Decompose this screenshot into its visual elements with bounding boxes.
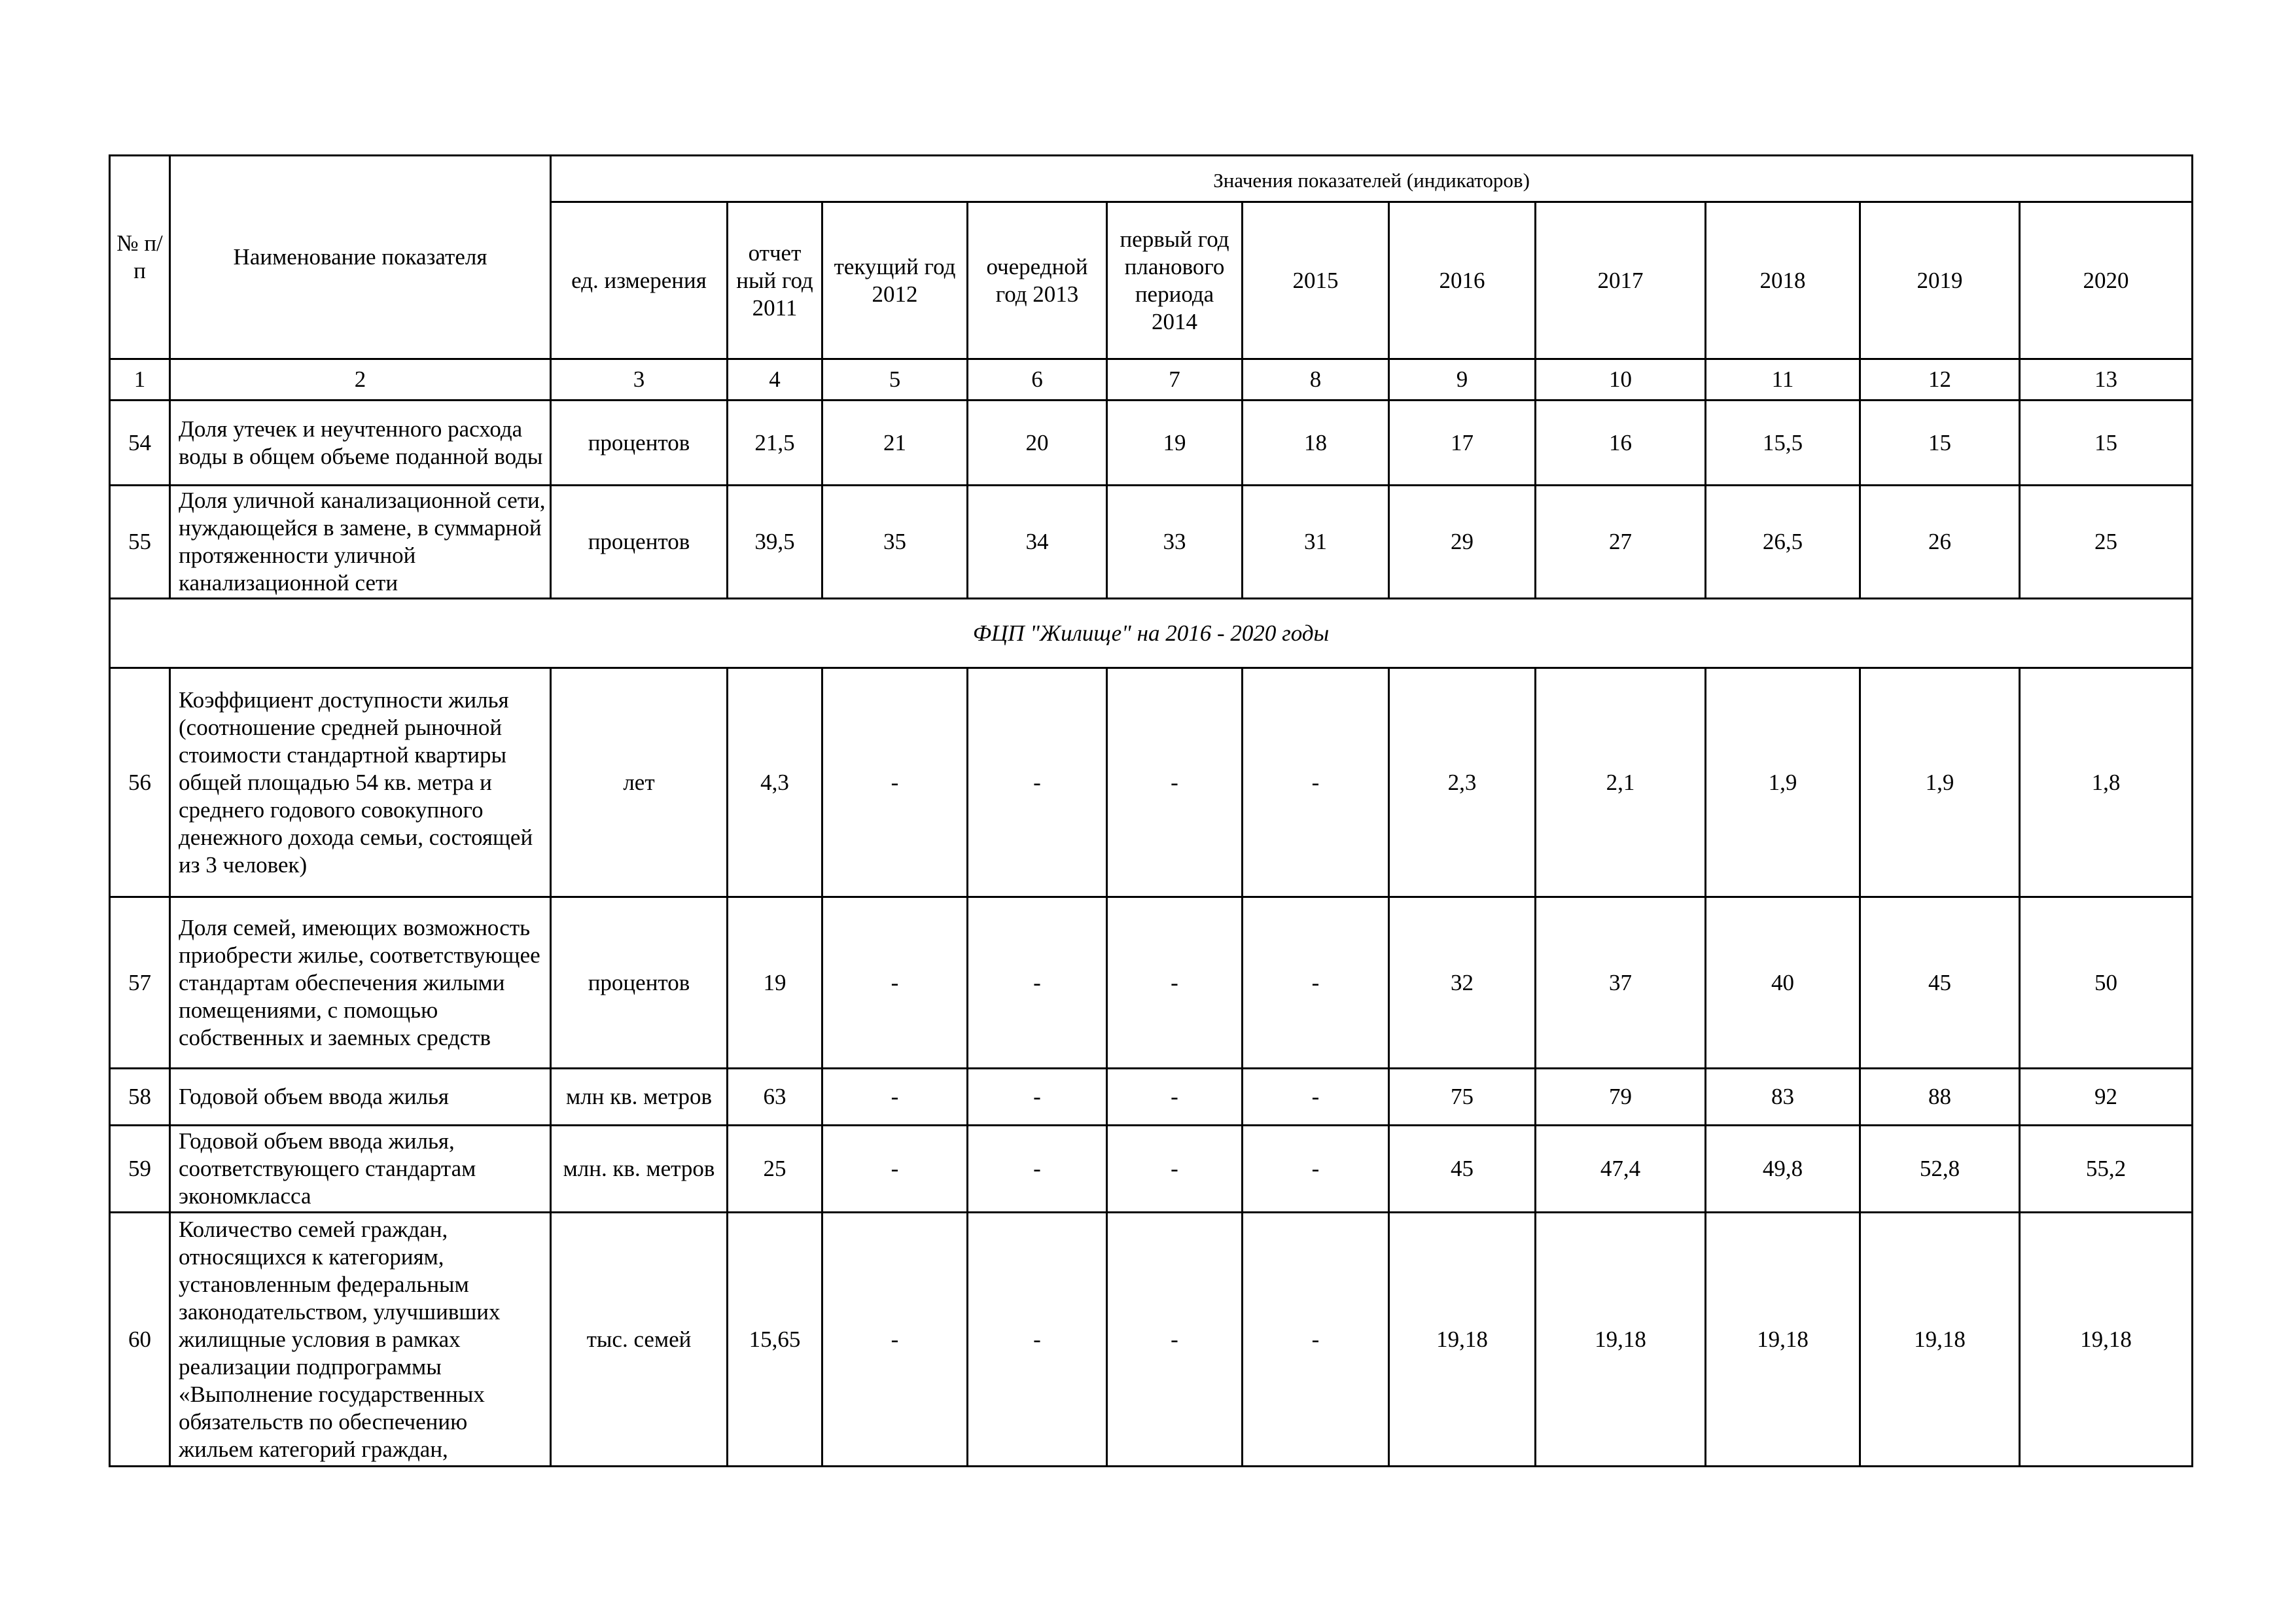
column-number: 4 [728, 359, 822, 401]
table-row [110, 897, 2193, 1069]
value-cell: - [1107, 1126, 1243, 1213]
row-number: 55 [110, 486, 170, 599]
indicator-name: Количество семей граждан, относящихся к категориям, установленным федеральным законодательством, улучшивших жилищные условия в рамках реализации подпрограммы «Выполнение государственных обязательств по обеспечению жильем категорий граждан, [170, 1213, 551, 1467]
value-cell: 88 [1860, 1069, 2020, 1126]
unit-cell: тыс. семей [551, 1213, 728, 1467]
year-2016-column-header: 2016 [1389, 202, 1536, 359]
value-cell: 31 [1243, 486, 1389, 599]
value-cell: 21,5 [728, 401, 822, 486]
value-cell: 16 [1536, 401, 1706, 486]
value-cell: 35 [822, 486, 968, 599]
table-row [110, 401, 2193, 486]
indicators-table [109, 154, 2193, 1467]
column-number: 2 [170, 359, 551, 401]
value-cell: 83 [1706, 1069, 1860, 1126]
row-number: 56 [110, 668, 170, 897]
value-cell: 15,5 [1706, 401, 1860, 486]
value-cell: 15 [2020, 401, 2193, 486]
value-cell: 79 [1536, 1069, 1706, 1126]
value-cell: 49,8 [1706, 1126, 1860, 1213]
value-cell: 75 [1389, 1069, 1536, 1126]
value-cell: 2,3 [1389, 668, 1536, 897]
column-number: 12 [1860, 359, 2020, 401]
column-number: 1 [110, 359, 170, 401]
row-number: 54 [110, 401, 170, 486]
value-cell: 25 [2020, 486, 2193, 599]
column-number: 9 [1389, 359, 1536, 401]
year-2017-column-header: 2017 [1536, 202, 1706, 359]
unit-cell: процентов [551, 486, 728, 599]
value-cell: - [822, 668, 968, 897]
name-column-header: Наименование показателя [170, 156, 551, 359]
value-cell: 92 [2020, 1069, 2193, 1126]
value-cell: - [822, 1213, 968, 1467]
value-cell: 1,9 [1860, 668, 2020, 897]
column-number: 6 [968, 359, 1107, 401]
unit-cell: процентов [551, 401, 728, 486]
value-cell: 63 [728, 1069, 822, 1126]
indicator-name: Годовой объем ввода жилья [170, 1069, 551, 1126]
row-number: 57 [110, 897, 170, 1069]
year-2014-column-header: первый год планового периода 2014 [1107, 202, 1243, 359]
value-cell: - [822, 897, 968, 1069]
value-cell: - [968, 1126, 1107, 1213]
value-cell: 18 [1243, 401, 1389, 486]
value-cell: 45 [1389, 1126, 1536, 1213]
value-cell: 15 [1860, 401, 2020, 486]
value-cell: - [1107, 1213, 1243, 1467]
table-row [110, 1069, 2193, 1126]
value-cell: - [1243, 1126, 1389, 1213]
value-cell: 1,9 [1706, 668, 1860, 897]
value-cell: 4,3 [728, 668, 822, 897]
year-2020-column-header: 2020 [2020, 202, 2193, 359]
column-number: 8 [1243, 359, 1389, 401]
indicator-name: Доля семей, имеющих возможность приобрести жилье, соответствующее стандартам обеспечения жилыми помещениями, с помощью собственных и заемных средств [170, 897, 551, 1069]
value-cell: - [822, 1126, 968, 1213]
indicator-name: Годовой объем ввода жилья, соответствующего стандартам экономкласса [170, 1126, 551, 1213]
row-number: 58 [110, 1069, 170, 1126]
value-cell: - [1243, 668, 1389, 897]
value-cell: - [968, 1213, 1107, 1467]
value-cell: - [1107, 1069, 1243, 1126]
value-cell: 45 [1860, 897, 2020, 1069]
value-cell: 40 [1706, 897, 1860, 1069]
value-cell: 20 [968, 401, 1107, 486]
section-title: ФЦП "Жилище" на 2016 - 2020 годы [110, 599, 2193, 668]
year-2015-column-header: 2015 [1243, 202, 1389, 359]
value-cell: 25 [728, 1126, 822, 1213]
column-number: 7 [1107, 359, 1243, 401]
value-cell: 19,18 [1860, 1213, 2020, 1467]
table-row [110, 1213, 2193, 1467]
value-cell: 19 [728, 897, 822, 1069]
year-2019-column-header: 2019 [1860, 202, 2020, 359]
value-cell: 33 [1107, 486, 1243, 599]
row-number: 60 [110, 1213, 170, 1467]
indicator-name: Коэффициент доступности жилья (соотношение средней рыночной стоимости стандартной квартиры общей площадью 54 кв. метра и среднего годового совокупного денежного дохода семьи, состоящей из 3 человек) [170, 668, 551, 897]
value-cell: 29 [1389, 486, 1536, 599]
year-2013-column-header: очередной год 2013 [968, 202, 1107, 359]
value-cell: 27 [1536, 486, 1706, 599]
num-column-header: № п/ п [110, 156, 170, 359]
unit-cell: лет [551, 668, 728, 897]
value-cell: 47,4 [1536, 1126, 1706, 1213]
value-cell: - [1107, 668, 1243, 897]
year-2012-column-header: текущий год 2012 [822, 202, 968, 359]
value-cell: - [822, 1069, 968, 1126]
value-cell: - [1107, 897, 1243, 1069]
value-cell: 19,18 [2020, 1213, 2193, 1467]
value-cell: 34 [968, 486, 1107, 599]
value-cell: 26 [1860, 486, 2020, 599]
table-row [110, 668, 2193, 897]
year-2018-column-header: 2018 [1706, 202, 1860, 359]
value-cell: 15,65 [728, 1213, 822, 1467]
value-cell: - [968, 1069, 1107, 1126]
column-number: 5 [822, 359, 968, 401]
value-cell: - [1243, 1069, 1389, 1126]
value-cell: 17 [1389, 401, 1536, 486]
unit-cell: млн. кв. метров [551, 1126, 728, 1213]
value-cell: 19,18 [1536, 1213, 1706, 1467]
indicator-name: Доля уличной канализационной сети, нуждающейся в замене, в суммарной протяженности уличной канализационной сети [170, 486, 551, 599]
unit-cell: млн кв. метров [551, 1069, 728, 1126]
value-cell: 37 [1536, 897, 1706, 1069]
section-row [110, 599, 2193, 668]
header-row-1 [110, 156, 2193, 202]
column-number: 10 [1536, 359, 1706, 401]
unit-cell: процентов [551, 897, 728, 1069]
row-number: 59 [110, 1126, 170, 1213]
value-cell: 55,2 [2020, 1126, 2193, 1213]
table-row [110, 1126, 2193, 1213]
unit-column-header: ед. измерения [551, 202, 728, 359]
column-number: 11 [1706, 359, 1860, 401]
value-cell: 19 [1107, 401, 1243, 486]
value-cell: 52,8 [1860, 1126, 2020, 1213]
value-cell: 50 [2020, 897, 2193, 1069]
value-cell: - [1243, 1213, 1389, 1467]
table-row [110, 486, 2193, 599]
value-cell: 19,18 [1389, 1213, 1536, 1467]
value-cell: - [968, 897, 1107, 1069]
value-cell: - [1243, 897, 1389, 1069]
value-cell: 39,5 [728, 486, 822, 599]
value-cell: 2,1 [1536, 668, 1706, 897]
indicator-name: Доля утечек и неучтенного расхода воды в общем объеме поданной воды [170, 401, 551, 486]
indicator-values-group-header: Значения показателей (индикаторов) [551, 156, 2193, 202]
value-cell: 32 [1389, 897, 1536, 1069]
value-cell: 1,8 [2020, 668, 2193, 897]
column-number-row [110, 359, 2193, 401]
value-cell: 19,18 [1706, 1213, 1860, 1467]
value-cell: - [968, 668, 1107, 897]
year-2011-column-header: отчет ный год 2011 [728, 202, 822, 359]
value-cell: 21 [822, 401, 968, 486]
column-number: 13 [2020, 359, 2193, 401]
column-number: 3 [551, 359, 728, 401]
value-cell: 26,5 [1706, 486, 1860, 599]
